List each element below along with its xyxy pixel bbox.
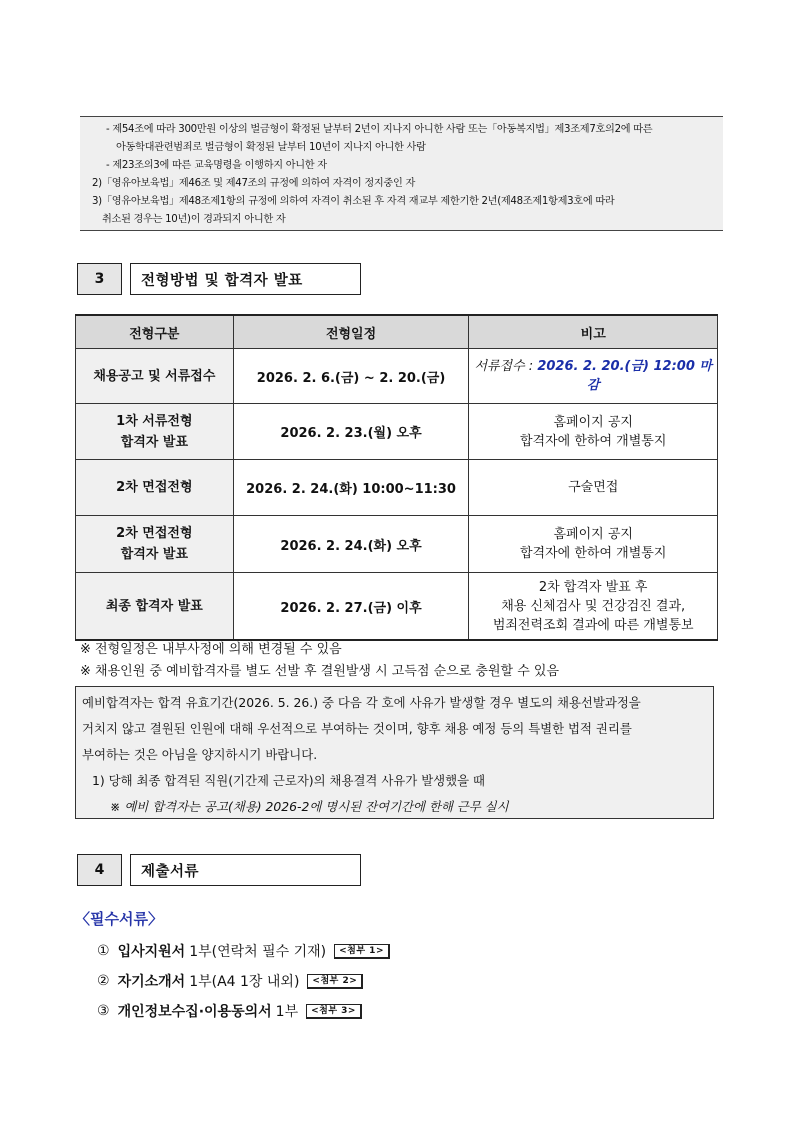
note-line: 합격자에 한하여 개별통지 [520, 546, 667, 561]
row-note [469, 516, 718, 573]
note-line: 홈페이지 공지 [553, 527, 633, 542]
section-number: 4 [77, 854, 122, 886]
disq-line: - 제54조에 따라 300만원 이상의 벌금형이 확정된 날부터 2년이 지나지 아니한 사람 또는「아동복지법」제3조제7호의2에 따른 [106, 124, 653, 135]
doc-name: 자기소개서 [117, 974, 186, 990]
section-number: 3 [77, 263, 122, 295]
table-row [76, 516, 718, 573]
section-title: 전형방법 및 합격자 발표 [130, 263, 361, 295]
row-date: 2026. 2. 23.(월) 오후 [233, 404, 469, 460]
schedule-table [75, 314, 718, 641]
category-line: 1차 서류전형 [116, 413, 193, 429]
disq-line: 취소된 경우는 10년)이 경과되지 아니한 자 [102, 214, 286, 225]
row-category: 최종 합격자 발표 [76, 573, 234, 641]
row-category [76, 404, 234, 460]
row-date: 2026. 2. 24.(화) 오후 [233, 516, 469, 573]
note-prefix: 서류접수 : [474, 359, 538, 374]
row-category: 2차 면접전형 [76, 460, 234, 516]
note-line: 범죄전력조회 결과에 따른 개별통보 [492, 617, 694, 633]
doc-detail: 1부(A4 1장 내외) [189, 974, 300, 990]
required-docs-heading: 〈필수서류〉 [75, 910, 163, 928]
doc-item [97, 1001, 362, 1021]
reserve-line: 1) 당해 최종 합격된 직원(기간제 근로자)의 채용결격 사유가 발생했을 때 [92, 773, 485, 788]
note-text: ※ 전형일정은 내부사정에 의해 변경될 수 있음 [80, 642, 342, 657]
row-note [469, 349, 718, 404]
disqualification-box [80, 116, 723, 231]
disq-line: 아동학대관련범죄로 벌금형이 확정된 날부터 10년이 지나지 아니한 사람 [116, 142, 426, 153]
table-row [76, 349, 718, 404]
category-line: 합격자 발표 [120, 547, 189, 562]
attachment-tag: <첨부 1> [334, 944, 390, 959]
item-marker: ① [97, 943, 110, 959]
reserve-line: ※ 예비 합격자는 공고(채용) 2026-2에 명시된 잔여기간에 한해 근무 실시 [110, 799, 509, 814]
doc-item [97, 971, 363, 991]
section-title: 제출서류 [130, 854, 361, 886]
row-date: 2026. 2. 27.(금) 이후 [233, 573, 469, 641]
doc-name: 입사지원서 [117, 944, 186, 960]
column-header: 전형구분 [76, 315, 234, 349]
category-line: 2차 면접전형 [116, 526, 193, 541]
doc-item [97, 941, 390, 961]
row-note: 구술면접 [469, 460, 718, 516]
row-note [469, 573, 718, 641]
column-header: 전형일정 [233, 315, 469, 349]
table-row [76, 573, 718, 641]
deadline-highlight: 2026. 2. 20.(금) 12:00 마감 [537, 359, 712, 393]
note-text: ※ 채용인원 중 예비합격자를 별도 선발 후 결원발생 시 고득점 순으로 충원할 수 있음 [80, 664, 560, 679]
reserve-candidate-box [75, 686, 714, 819]
reserve-line: 부여하는 것은 아님을 양지하시기 바랍니다. [82, 747, 318, 762]
table-header-row [76, 315, 718, 349]
doc-detail: 1부 [275, 1004, 299, 1020]
row-date: 2026. 2. 24.(화) 10:00~11:30 [233, 460, 469, 516]
column-header: 비고 [469, 315, 718, 349]
note-line: 합격자에 한하여 개별통지 [520, 433, 667, 449]
reserve-line: 거치지 않고 결원된 인원에 대해 우선적으로 부여하는 것이며, 향후 채용 예정 등의 특별한 법적 권리를 [82, 721, 632, 736]
category-line: 합격자 발표 [120, 434, 189, 450]
row-date: 2026. 2. 6.(금) ~ 2. 20.(금) [233, 349, 469, 404]
attachment-tag: <첨부 3> [306, 1004, 362, 1019]
attachment-tag: <첨부 2> [307, 974, 363, 989]
schedule-notes [80, 639, 559, 683]
reserve-line: 예비합격자는 합격 유효기간(2026. 5. 26.) 중 다음 각 호에 사유가 발생할 경우 별도의 채용선발과정을 [82, 695, 641, 710]
item-marker: ③ [97, 1003, 110, 1019]
disq-line: 3)「영유아보육법」제48조제1항의 규정에 의하여 자격이 취소된 후 자격 재교부 제한기한 2년(제48조제1항제3호에 따라 [92, 196, 615, 207]
item-marker: ② [97, 973, 110, 989]
table-row [76, 404, 718, 460]
table-row [76, 460, 718, 516]
note-line: 2차 합격자 발표 후 [538, 579, 648, 595]
doc-detail: 1부(연락처 필수 기재) [189, 944, 327, 960]
row-category [76, 516, 234, 573]
row-note [469, 404, 718, 460]
disq-line: - 제23조의3에 따른 교육명령을 이행하지 아니한 자 [106, 160, 327, 171]
disq-line: 2)「영유아보육법」제46조 및 제47조의 규정에 의하여 자격이 정지중인 자 [92, 178, 415, 189]
doc-name: 개인정보수집·이용동의서 [117, 1004, 272, 1020]
row-category: 채용공고 및 서류접수 [76, 349, 234, 404]
note-line: 홈페이지 공지 [553, 414, 633, 430]
note-line: 채용 신체검사 및 건강검진 결과, [501, 598, 686, 614]
